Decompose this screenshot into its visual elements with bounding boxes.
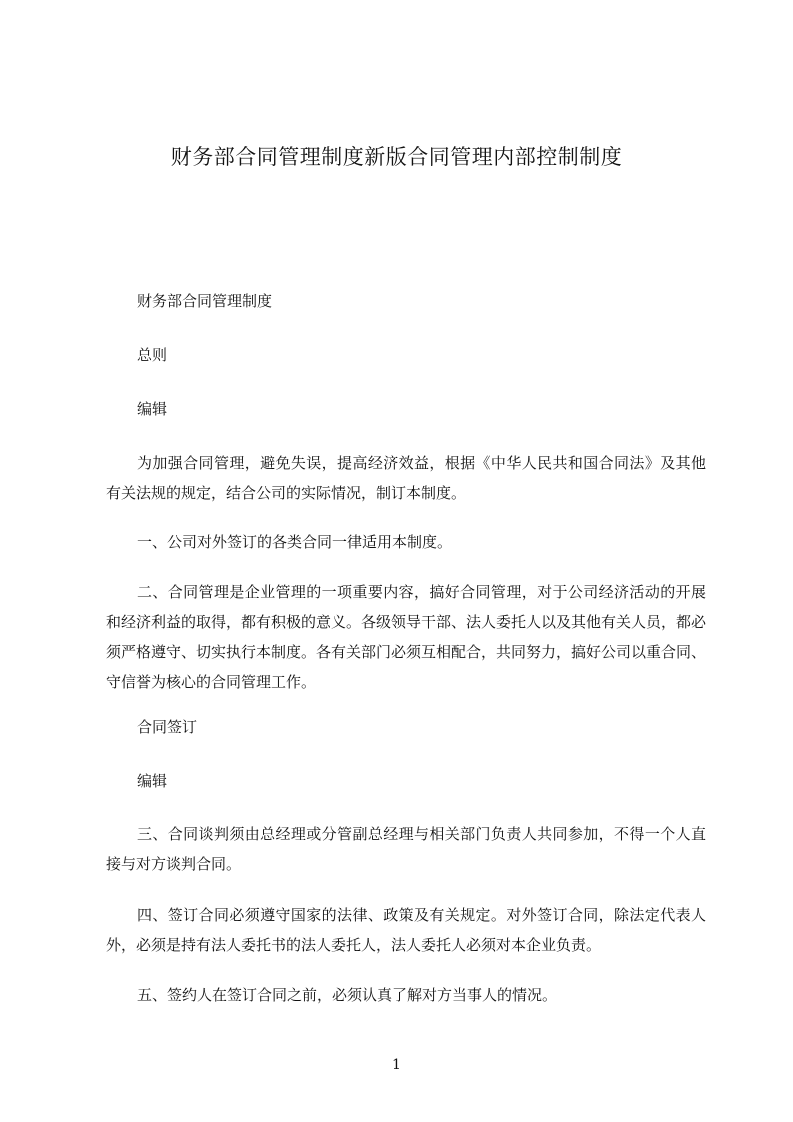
paragraph-article-3: 三、合同谈判须由总经理或分管副总经理与相关部门负责人共同参加，不得一个人直接与对方谈判合同。 xyxy=(106,825,706,873)
paragraph-article-2: 二、合同管理是企业管理的一项重要内容，搞好合同管理，对于公司经济活动的开展和经济利益的取得，都有积极的意义。各级领导干部、法人委托人以及其他有关人员，都必须严格遵守、切实执行本制度。各有关部门必须互相配合，共同努力，搞好公司以重合同、守信誉为核心的合同管理工作。 xyxy=(106,583,707,691)
section-heading-contract-signing: 合同签订 xyxy=(137,718,198,736)
page-number: 1 xyxy=(392,1057,401,1073)
edit-label-2: 编辑 xyxy=(137,772,168,790)
edit-label: 编辑 xyxy=(137,400,168,418)
paragraph-purpose: 为加强合同管理，避免失误，提高经济效益，根据《中华人民共和国合同法》及其他有关法规的规定，结合公司的实际情况，制订本制度。 xyxy=(106,454,706,502)
paragraph-article-4: 四、签订合同必须遵守国家的法律、政策及有关规定。对外签订合同，除法定代表人外，必须是持有法人委托书的法人委托人，法人委托人必须对本企业负责。 xyxy=(106,906,706,954)
section-heading-general: 总则 xyxy=(137,346,168,364)
paragraph-article-1: 一、公司对外签订的各类合同一律适用本制度。 xyxy=(137,533,453,551)
section-heading-finance-contract: 财务部合同管理制度 xyxy=(137,292,273,310)
document-title: 财务部合同管理制度新版合同管理内部控制制度 xyxy=(170,145,623,169)
paragraph-article-5: 五、签约人在签订合同之前，必须认真了解对方当事人的情况。 xyxy=(137,986,558,1004)
